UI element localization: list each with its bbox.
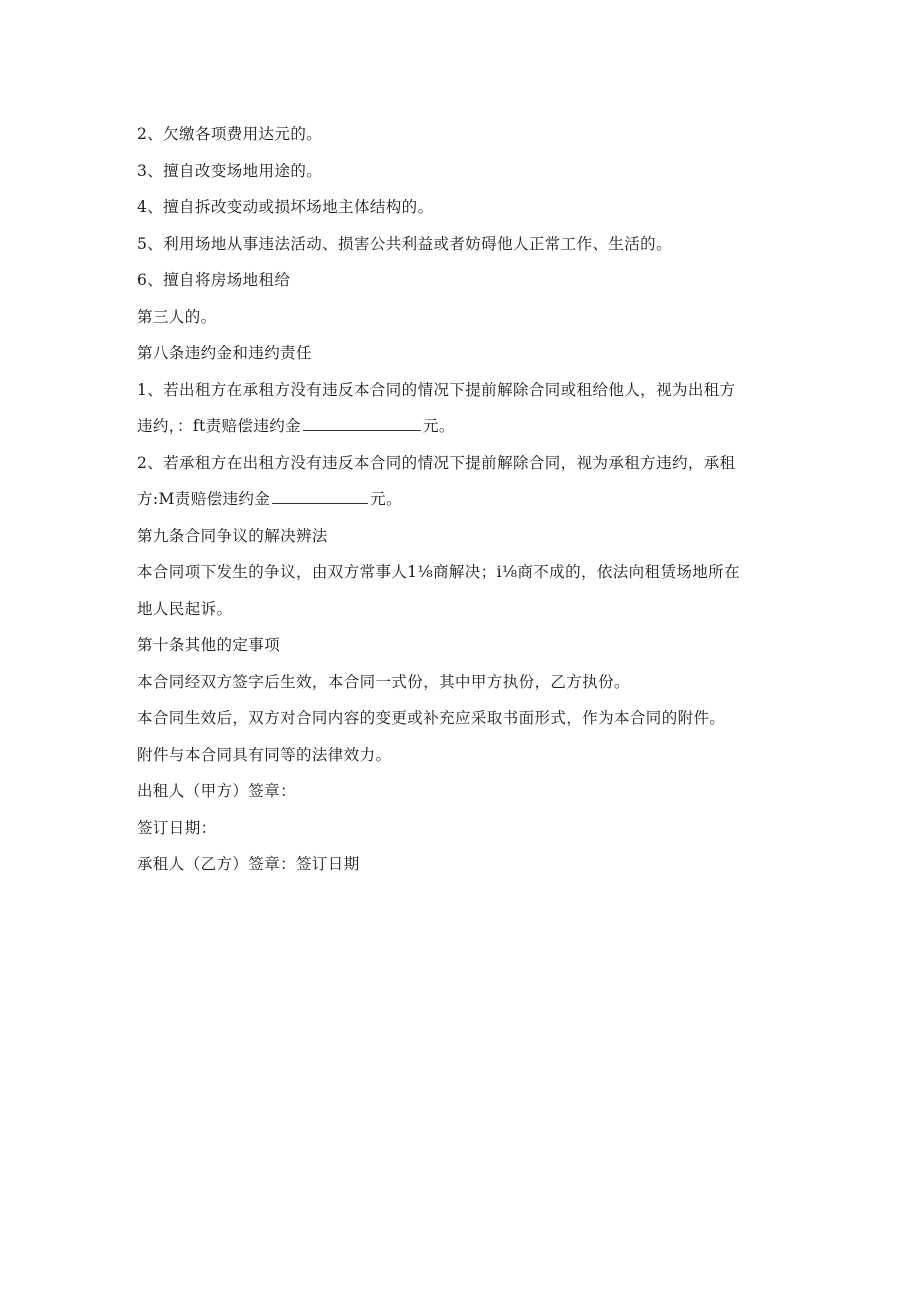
contract-body — [137, 116, 797, 883]
termination-item-3: 3、擅自改变场地用途的。 — [137, 161, 323, 180]
article-8-heading: 第八条违约金和违约责任 — [137, 344, 312, 362]
article-8-clause-2-line-1: 2、若承租方在出租方没有违反本合同的情况下提前解除合同，视为承租方违约，承租 — [137, 453, 736, 472]
article-9-body-line-1: 本合同项下发生的争议，由双方常事人1⅛商解决；i⅛商不成的，依法向租赁场地所在 — [137, 563, 740, 581]
article-8-clause-1-line-1: 1、若出租方在承租方没有违反本合同的情况下提前解除合同或租给他人，视为出租方 — [137, 380, 736, 399]
clause-1-penalty-label: 违约，：ft责赔偿违约金 — [137, 417, 302, 435]
article-10-line-3: 附件与本合同具有同等的法律效力。 — [137, 745, 392, 764]
article-8-clause-2-line-2 — [137, 481, 797, 518]
clause-1-penalty-blank — [303, 412, 421, 431]
termination-item-4: 4、擅自拆改变动或损坏场地主体结构的。 — [137, 198, 434, 216]
signing-date: 签订日期： — [137, 818, 217, 837]
lessee-signature: 承租人（乙方）签章：签订日期 — [137, 855, 360, 873]
article-10-line-2: 本合同生效后，双方对合同内容的变更或补充应采取书面形式，作为本合同的附件。 — [137, 709, 726, 727]
termination-item-2: 2、欠缴各项费用达元的。 — [137, 125, 323, 143]
article-9-body-line-2: 地人民起诉。 — [137, 599, 233, 618]
article-10-heading: 第十条其他的定事项 — [137, 636, 281, 654]
clause-2-penalty-label: 方:M责赔偿违约金 — [137, 490, 271, 508]
article-8-clause-1-line-2 — [137, 408, 797, 445]
clause-1-unit: 元。 — [423, 417, 455, 435]
lessor-signature: 出租人（甲方）签章： — [137, 782, 297, 800]
article-9-heading: 第九条合同争议的解决辨法 — [137, 526, 328, 545]
article-10-line-1: 本合同经双方签字后生效，本合同一式份，其中甲方执份，乙方执份。 — [137, 672, 630, 691]
termination-item-6-continuation: 第三人的。 — [137, 307, 217, 326]
termination-item-5: 5、利用场地从事违法活动、损害公共利益或者妨碍他人正常工作、生活的。 — [137, 234, 672, 253]
clause-2-penalty-blank — [272, 485, 368, 504]
clause-2-unit: 元。 — [370, 490, 403, 508]
termination-item-6: 6、擅自将房场地租给 — [137, 271, 291, 289]
